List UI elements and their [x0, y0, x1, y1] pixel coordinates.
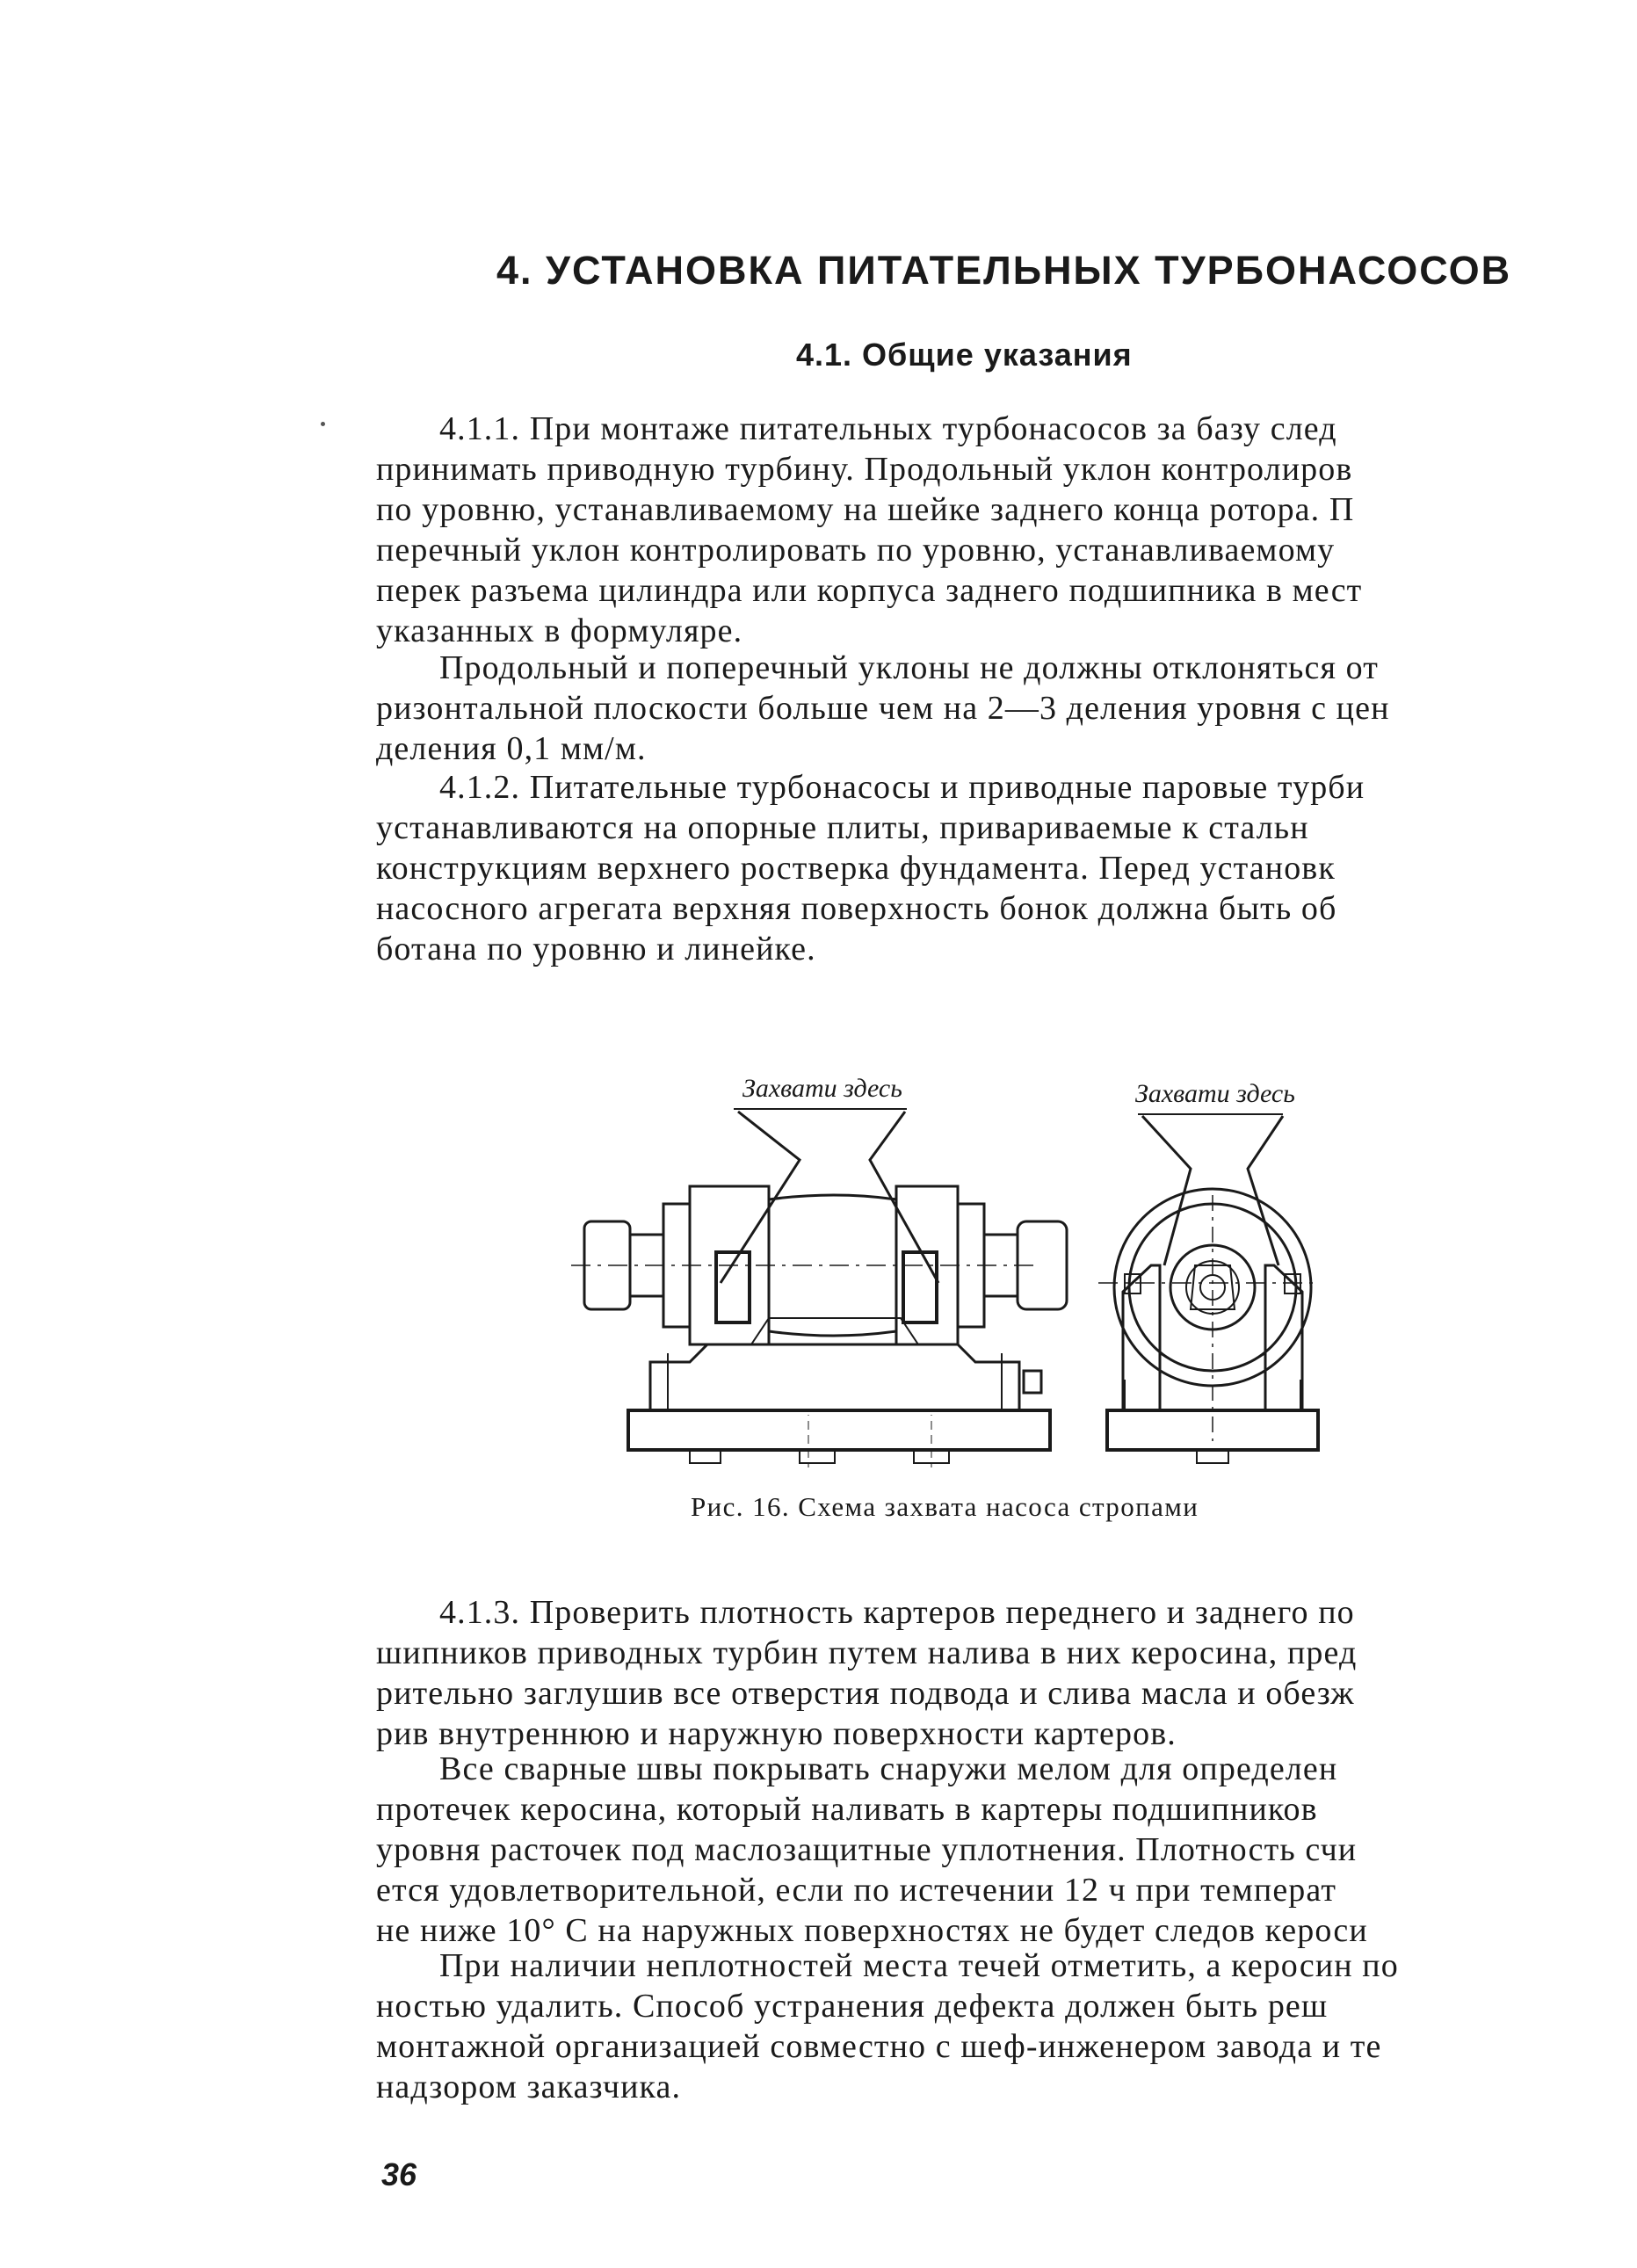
text-line: рив внутреннюю и наружную поверхности картеров. — [376, 1715, 1177, 1752]
text-line: конструкциям верхнего ростверка фундамента. Перед установк — [376, 850, 1336, 887]
text-line: насосного агрегата верхняя поверхность бонок должна быть об — [376, 890, 1337, 927]
text-line: указанных в формуляре. — [376, 612, 743, 649]
text-line: шипников приводных турбин путем налива в них керосина, пред — [376, 1634, 1358, 1671]
text-line: ется удовлетворительной, если по истечении 12 ч при температ — [376, 1872, 1337, 1909]
section-title: 4. УСТАНОВКА ПИТАТЕЛЬНЫХ ТУРБОНАСОСОВ — [496, 248, 1512, 293]
page-number: 36 — [381, 2156, 417, 2192]
text-line: деления 0,1 мм/м. — [376, 730, 647, 767]
text-line: по уровню, устанавливаемому на шейке заднего конца ротора. П — [376, 491, 1355, 528]
text-line: Все сварные швы покрывать снаружи мелом для определен — [439, 1750, 1338, 1787]
text-line: протечек керосина, который наливать в картеры подшипников — [376, 1791, 1318, 1828]
pump-end-view — [1098, 1114, 1318, 1463]
grip-here-label-left: Захвати здесь — [742, 1074, 902, 1103]
paragraph-4-1-2 — [376, 767, 1532, 969]
paragraph-slopes — [376, 648, 1532, 769]
text-line: устанавливаются на опорные плиты, привариваемые к стальн — [376, 809, 1309, 846]
text-line: При наличии неплотностей места течей отметить, а керосин по — [439, 1947, 1399, 1984]
paragraph-welds — [376, 1749, 1532, 1951]
text-line: не ниже 10° С на наружных поверхностях не будет следов кероси — [376, 1912, 1368, 1949]
text-line: надзором заказчика. — [376, 2069, 682, 2105]
text-line: уровня расточек под маслозащитные уплотнения. Плотность счи — [376, 1831, 1358, 1868]
paragraph-leaks — [376, 1946, 1532, 2107]
text-line: принимать приводную турбину. Продольный уклон контролиров — [376, 451, 1353, 488]
text-line: 4.1.1. При монтаже питательных турбонасосов за базу след — [439, 410, 1337, 447]
text-line: рительно заглушив все отверстия подвода и слива масла и обезж — [376, 1675, 1355, 1712]
figure-caption: Рис. 16. Схема захвата насоса стропами — [691, 1491, 1199, 1522]
text-line: ностью удалить. Способ устранения дефекта должен быть реш — [376, 1988, 1329, 2025]
paragraph-4-1-3 — [376, 1592, 1532, 1754]
scan-speck — [321, 422, 325, 426]
paragraph-4-1-1 — [376, 409, 1532, 651]
pump-side-view — [571, 1109, 1067, 1467]
text-line: 4.1.3. Проверить плотность картеров переднего и заднего по — [439, 1594, 1355, 1631]
text-line: перек разъема цилиндра или корпуса заднего подшипника в мест — [376, 572, 1363, 609]
text-line: ботана по уровню и линейке. — [376, 931, 816, 967]
text-line: Продольный и поперечный уклоны не должны отклоняться от — [439, 649, 1379, 686]
figure-16 — [545, 1063, 1423, 1467]
text-line: перечный уклон контролировать по уровню, устанавливаемому — [376, 532, 1336, 569]
subsection-title: 4.1. Общие указания — [796, 337, 1133, 373]
grip-here-label-right: Захвати здесь — [1135, 1079, 1295, 1108]
text-line: 4.1.2. Питательные турбонасосы и приводные паровые турби — [439, 769, 1365, 806]
text-line: ризонтальной плоскости больше чем на 2—3 деления уровня с цен — [376, 690, 1390, 727]
pump-sling-drawing — [545, 1063, 1423, 1467]
text-line: монтажной организацией совместно с шеф-инженером завода и те — [376, 2028, 1382, 2065]
